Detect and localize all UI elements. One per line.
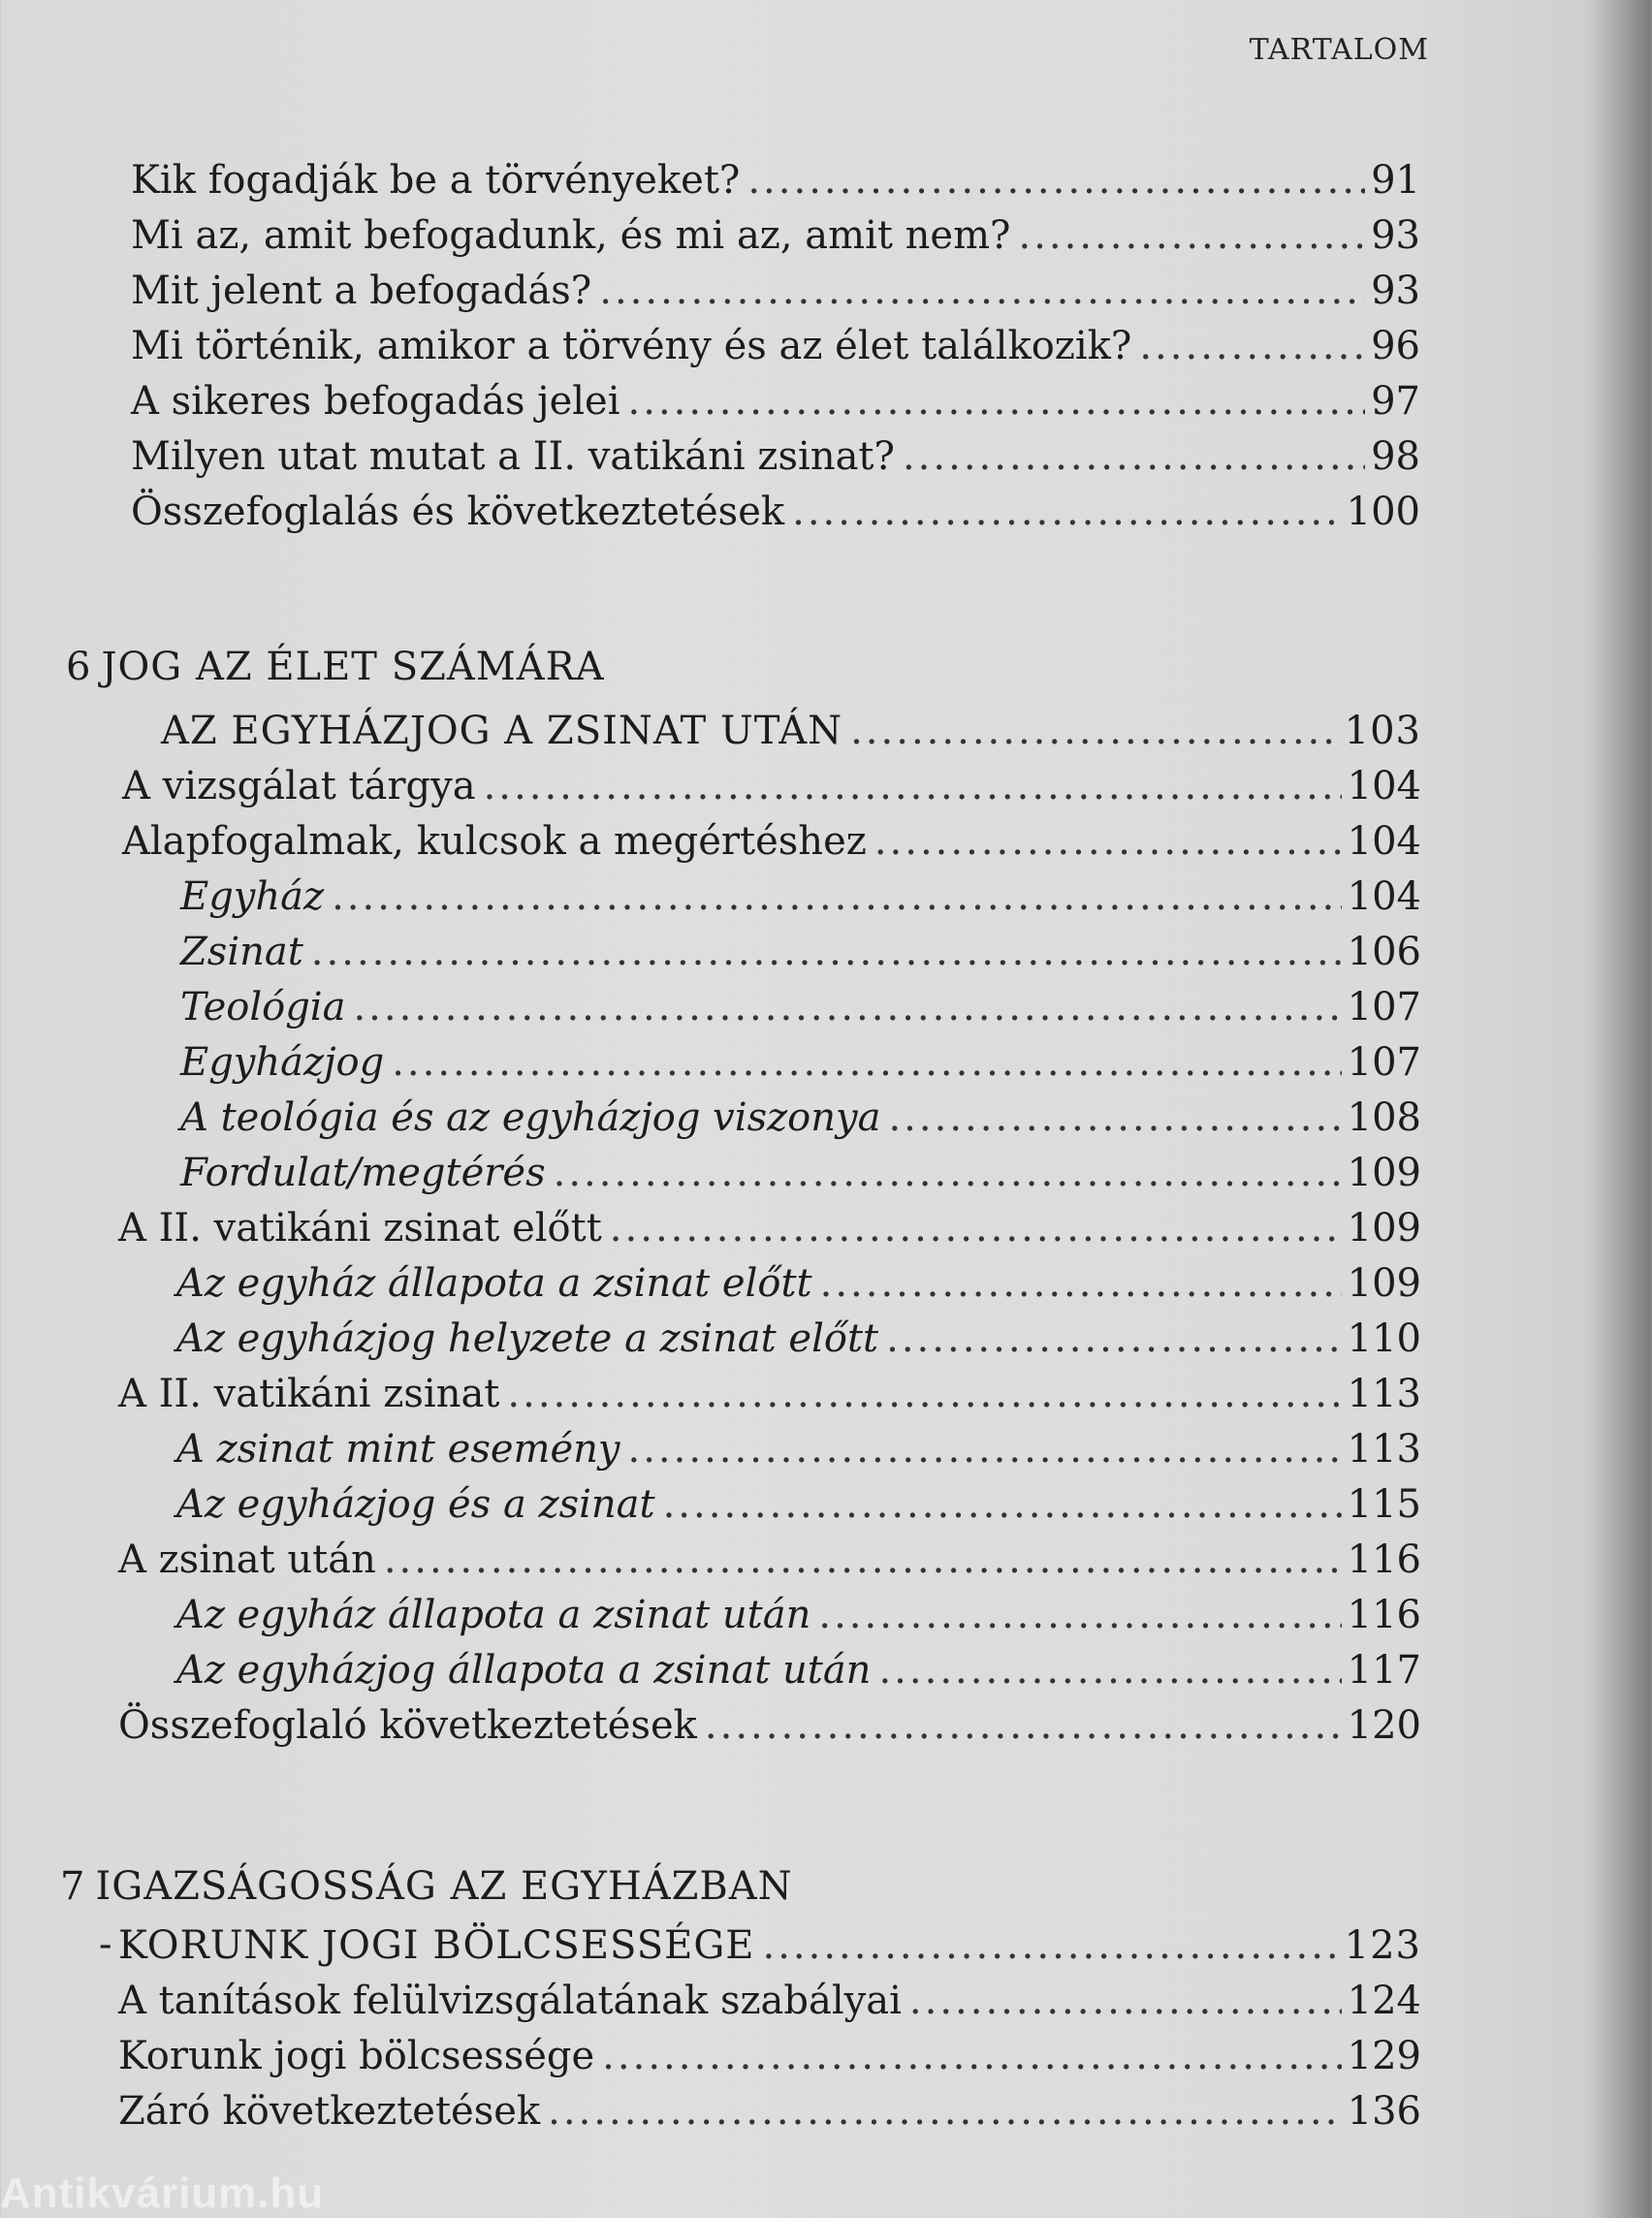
toc-entry-page: 93 (1371, 213, 1420, 258)
toc-entry (131, 489, 1420, 535)
toc-entry (131, 433, 1420, 480)
toc-entry-label: Mi az, amit befogadunk, és mi az, amit nem? (131, 213, 1011, 258)
toc-entry (131, 157, 1420, 204)
toc-entry (118, 1371, 1421, 1417)
toc-entry-page: 113 (1347, 1427, 1421, 1472)
toc-entry-page: 129 (1347, 2034, 1421, 2078)
toc-entry (118, 1205, 1421, 1252)
toc-leader-dots (792, 489, 1341, 535)
toc-entry (122, 818, 1421, 865)
toc-entry (131, 378, 1420, 425)
toc-entry-page: 124 (1347, 1979, 1421, 2023)
toc-entry (131, 268, 1420, 314)
toc-entry-label: A vizsgálat tárgya (122, 764, 476, 808)
toc-entry-page: 106 (1347, 930, 1421, 974)
toc-entry (176, 1315, 1421, 1362)
toc-entry-page: 109 (1347, 1261, 1421, 1306)
toc-leader-dots (747, 157, 1365, 204)
toc-entry-label: Alapfogalmak, kulcsok a megértéshez (122, 819, 867, 864)
toc-entry-label: A zsinat mint esemény (176, 1427, 620, 1472)
toc-leader-dots (332, 873, 1342, 920)
toc-leader-dots (628, 378, 1366, 425)
toc-entry-page: 109 (1347, 1151, 1421, 1195)
toc-entry-page: 115 (1347, 1482, 1421, 1527)
toc-leader-dots (602, 2033, 1341, 2079)
toc-entry-label: Kik fogadják be a törvényeket? (131, 158, 741, 203)
chapter-6-subtitle (161, 708, 1421, 754)
toc-leader-dots (384, 1537, 1342, 1583)
toc-entry (118, 2033, 1421, 2079)
toc-entry-label: Egyház (180, 874, 325, 919)
chapter-number: 7 (60, 1864, 86, 1909)
toc-leader-dots (392, 1039, 1341, 1086)
toc-leader-dots (1139, 323, 1365, 369)
toc-entry (118, 1537, 1421, 1583)
toc-leader-dots (353, 984, 1341, 1030)
watermark: Antikvárium.hu (0, 2170, 325, 2217)
toc-entry-label: Korunk jogi bölcsessége (118, 2034, 595, 2078)
toc-entry-page: 116 (1347, 1537, 1421, 1582)
toc-entry-page: 117 (1347, 1648, 1421, 1693)
toc-entry-page: 108 (1347, 1095, 1421, 1140)
chapter-7-title (60, 1863, 793, 1910)
toc-entry (131, 212, 1420, 259)
toc-entry-page: 136 (1347, 2089, 1421, 2134)
toc-entry-label: A sikeres befogadás jelei (131, 379, 620, 424)
toc-leader-dots (886, 1315, 1342, 1362)
toc-entry-label: Milyen utat mutat a II. vatikáni zsinat? (131, 434, 895, 479)
toc-entry (176, 1426, 1421, 1473)
chapter-title-line2: KORUNK JOGI BÖLCSESSÉGE (118, 1923, 755, 1968)
toc-entry-label: Mi történik, amikor a törvény és az élet találkozik? (131, 324, 1132, 368)
toc-leader-dots (820, 1260, 1342, 1307)
toc-entry-page: 100 (1346, 490, 1420, 534)
toc-entry-label: Az egyház állapota a zsinat előtt (176, 1261, 812, 1306)
toc-leader-dots (850, 708, 1339, 754)
toc-entry-page: 123 (1344, 1923, 1421, 1968)
toc-entry (176, 1481, 1421, 1528)
toc-entry-label: A teológia és az egyházjog viszonya (180, 1095, 881, 1140)
toc-entry-label: Teológia (180, 985, 346, 1030)
toc-entry-page: 107 (1347, 985, 1421, 1030)
toc-entry-label: Összefoglaló következtetések (118, 1703, 697, 1748)
toc-leader-dots (1018, 212, 1365, 259)
toc-leader-dots (599, 268, 1365, 314)
chapter-number: 6 (66, 645, 92, 689)
toc-entry-page: 110 (1347, 1316, 1421, 1361)
toc-entry (122, 763, 1421, 809)
toc-entry (180, 984, 1421, 1030)
toc-leader-dots (484, 763, 1342, 809)
toc-entry-page: 109 (1347, 1206, 1421, 1251)
toc-entry-label: Az egyházjog állapota a zsinat után (176, 1648, 872, 1693)
toc-leader-dots (705, 1702, 1342, 1749)
toc-entry (180, 1094, 1421, 1141)
toc-leader-dots (878, 1647, 1341, 1694)
chapter-6-title (66, 644, 605, 690)
toc-entry (180, 929, 1421, 975)
toc-entry-label: Az egyházjog és a zsinat (176, 1482, 655, 1527)
toc-entry-page: 98 (1371, 434, 1420, 479)
toc-leader-dots (610, 1205, 1342, 1252)
toc-entry-page: 93 (1371, 269, 1420, 313)
toc-leader-dots (554, 1150, 1342, 1196)
toc-entry (118, 1702, 1421, 1749)
toc-entry-page: 107 (1347, 1040, 1421, 1085)
toc-entry (180, 873, 1421, 920)
toc-leader-dots (507, 1371, 1341, 1417)
toc-entry (176, 1647, 1421, 1694)
toc-leader-dots (909, 1978, 1342, 2024)
toc-leader-dots (874, 818, 1342, 865)
toc-entry-label: A zsinat után (118, 1537, 376, 1582)
toc-entry-page: 96 (1371, 324, 1420, 368)
toc-leader-dots (818, 1592, 1341, 1638)
toc-entry-label: Zsinat (180, 930, 303, 974)
running-header: TARTALOM (1249, 33, 1429, 67)
toc-entry-page: 116 (1347, 1593, 1421, 1637)
toc-entry-label: Mit jelent a befogadás? (131, 269, 592, 313)
toc-entry-page: 113 (1347, 1372, 1421, 1416)
chapter-7-subtitle (118, 1922, 1421, 1969)
toc-leader-dots (903, 433, 1365, 480)
toc-leader-dots (628, 1426, 1342, 1473)
toc-entry-label: Záró következtetések (118, 2089, 541, 2134)
toc-entry-label: A II. vatikáni zsinat (118, 1372, 500, 1416)
toc-entry-page: 104 (1347, 874, 1421, 919)
toc-leader-dots (762, 1922, 1338, 1969)
toc-entry (180, 1150, 1421, 1196)
toc-leader-dots (548, 2088, 1342, 2135)
toc-entry-page: 104 (1347, 819, 1421, 864)
toc-leader-dots (888, 1094, 1341, 1141)
toc-entry-label: Az egyház állapota a zsinat után (176, 1593, 811, 1637)
toc-entry-page: 103 (1344, 709, 1421, 753)
chapter-title-dash: - (99, 1922, 112, 1967)
chapter-title-line1: IGAZSÁGOSSÁG AZ EGYHÁZBAN (95, 1864, 793, 1909)
toc-entry-label: Fordulat/megtérés (180, 1151, 546, 1195)
toc-entry-label: A tanítások felülvizsgálatának szabályai (118, 1979, 902, 2023)
toc-entry (131, 323, 1420, 369)
toc-leader-dots (311, 929, 1342, 975)
toc-entry (176, 1260, 1421, 1307)
toc-entry-label: Az egyházjog helyzete a zsinat előtt (176, 1316, 879, 1361)
toc-leader-dots (663, 1481, 1342, 1528)
toc-entry-label: A II. vatikáni zsinat előtt (118, 1206, 602, 1251)
chapter-title-line1: JOG AZ ÉLET SZÁMÁRA (101, 645, 605, 689)
toc-entry (118, 2088, 1421, 2135)
chapter-title-line2: AZ EGYHÁZJOG A ZSINAT UTÁN (161, 709, 843, 753)
toc-entry (176, 1592, 1421, 1638)
toc-entry-page: 91 (1371, 158, 1420, 203)
toc-entry-page: 120 (1347, 1703, 1421, 1748)
toc-entry-page: 104 (1347, 764, 1421, 808)
toc-entry-label: Egyházjog (180, 1040, 385, 1085)
toc-entry-page: 97 (1371, 379, 1420, 424)
toc-entry-label: Összefoglalás és következtetések (131, 490, 785, 534)
toc-entry (118, 1978, 1421, 2024)
toc-entry (180, 1039, 1421, 1086)
